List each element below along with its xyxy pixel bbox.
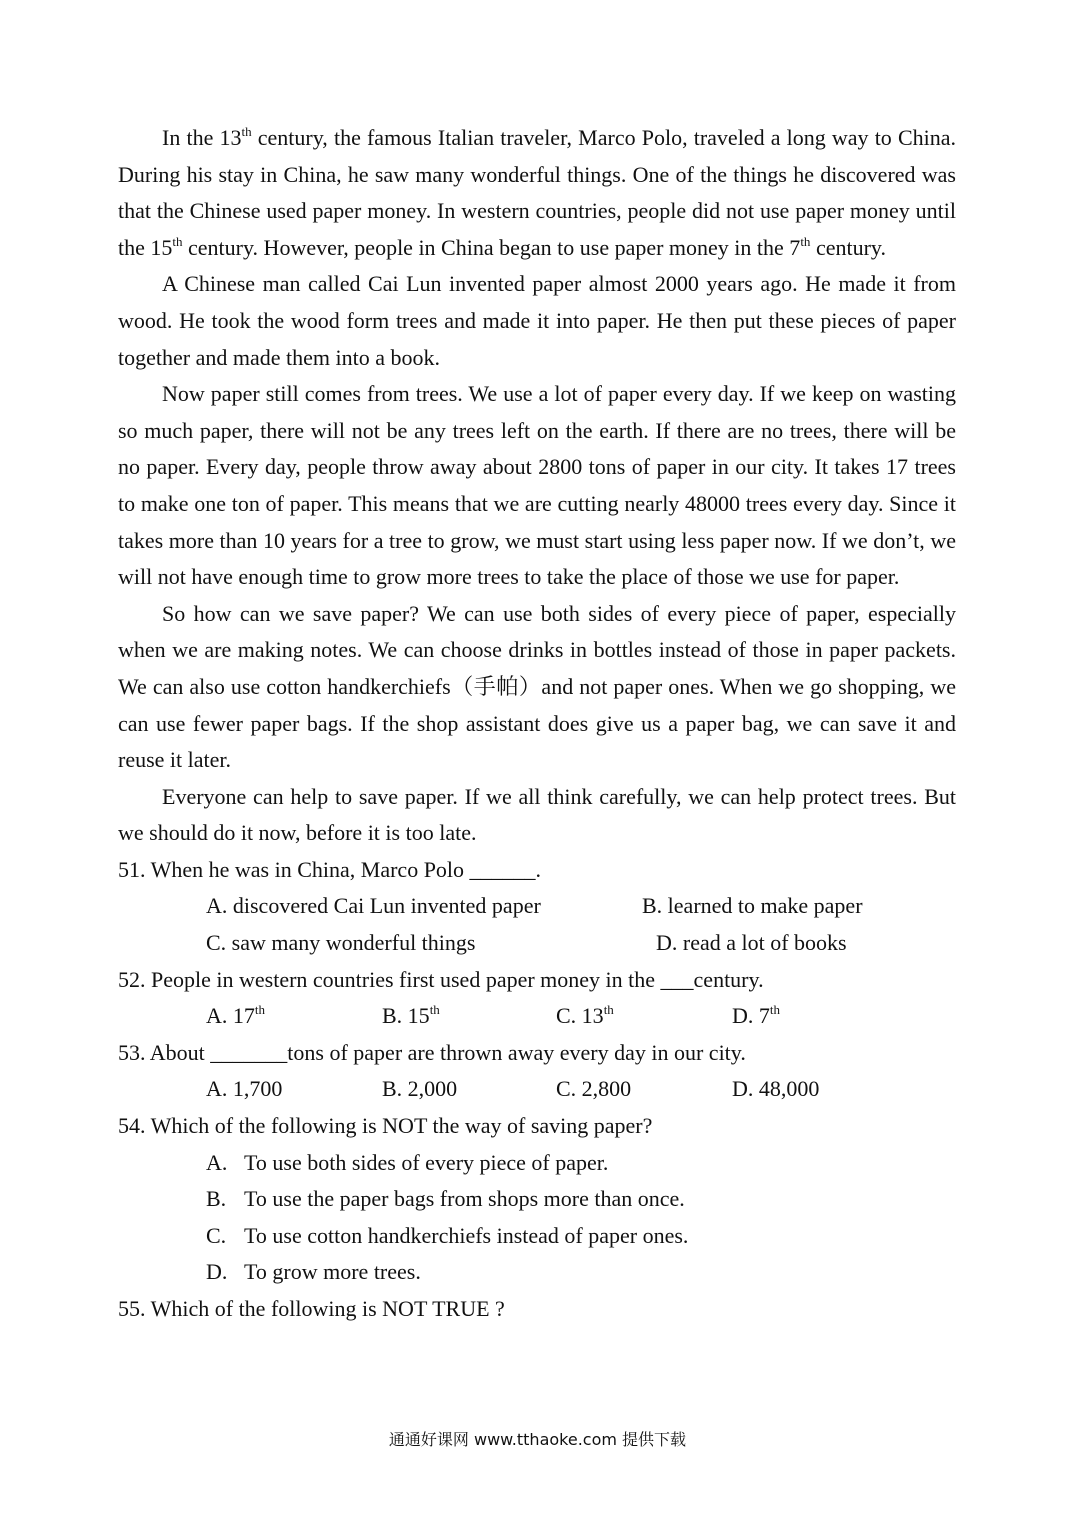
question-55-stem: 55. Which of the following is NOT TRUE ? xyxy=(118,1296,505,1321)
question-51-option-d: D. read a lot of books xyxy=(656,930,847,956)
question-51-stem: 51. When he was in China, Marco Polo ______. xyxy=(118,856,542,882)
question-53-stem: 53. About _______tons of paper are thrown away every day in our city. xyxy=(118,1039,746,1065)
question-54-stem: 54. Which of the following is NOT the way of saving paper? xyxy=(118,1113,653,1139)
question-52-option-a: A. 17th xyxy=(206,1002,266,1029)
question-52-stem: 52. People in western countries first used paper money in the ___century. xyxy=(118,966,764,992)
question-52-option-b: B. 15th xyxy=(382,1002,440,1029)
question-54-option-d: D. To grow more trees. xyxy=(206,1259,421,1285)
question-54-option-a: A. To use both sides of every piece of paper. xyxy=(206,1149,609,1175)
question-53-option-b: B. 2,000 xyxy=(382,1076,458,1102)
question-54-option-b: B. To use the paper bags from shops more than once. xyxy=(206,1186,685,1212)
question-51-options-row-1 xyxy=(118,888,956,925)
question-53-option-c: C. 2,800 xyxy=(556,1076,632,1102)
question-52-options-row xyxy=(118,998,956,1035)
passage-paragraph-5: Everyone can help to save paper. If we all think carefully, we can help protect trees. But we should do it now, before it is too late. xyxy=(118,783,956,846)
page-footer: 通通好课网 www.tthaoke.com 提供下载 xyxy=(388,1430,687,1449)
question-51-option-b: B. learned to make paper xyxy=(642,893,863,919)
question-52-option-d: D. 7th xyxy=(732,1002,781,1029)
passage-paragraph-4: So how can we save paper? We can use both sides of every piece of paper, especially when we are making notes. We can choose drinks in bottles instead of those in paper packets. We can also use cotton handkerchiefs（手帕）and not paper ones. When we go shopping, we can use fewer paper bags. If the shop assistant does give us a paper bag, we can save it and reuse it later. xyxy=(118,600,956,773)
passage-paragraph-1: In the 13th century, the famous Italian traveler, Marco Polo, traveled a long way to China. During his stay in China, he saw many wonderful things. One of the things he discovered was that the Chinese used paper money. In western countries, people did not use paper money until the 15th century. However, people in China began to use paper money in the 7th century. xyxy=(118,124,956,260)
passage-paragraph-2: A Chinese man called Cai Lun invented paper almost 2000 years ago. He made it from wood. He took the wood form trees and made it into paper. He then put these pieces of paper together and made them into a book. xyxy=(118,271,956,370)
question-51-options-row-2 xyxy=(118,925,956,962)
question-51-option-c: C. saw many wonderful things xyxy=(206,930,476,956)
exam-page xyxy=(118,120,956,1328)
question-52-option-c: C. 13th xyxy=(556,1002,614,1029)
passage-paragraph-3: Now paper still comes from trees. We use a lot of paper every day. If we keep on wasting so much paper, there will not be any trees left on the earth. If there are no trees, there will be no paper. Every day, people throw away about 2800 tons of paper in our city. It takes 17 trees to make one ton of paper. This means that we are cutting nearly 48000 trees every day. Since it takes more than 10 years for a tree to grow, we must start using less paper now. If we don’t, we will not have enough time to grow more trees to take the place of those we use for paper. xyxy=(118,381,956,590)
question-53-options-row xyxy=(118,1071,956,1108)
question-53-option-a: A. 1,700 xyxy=(206,1076,283,1102)
question-54-option-c: C. To use cotton handkerchiefs instead of paper ones. xyxy=(206,1222,689,1248)
question-51-option-a: A. discovered Cai Lun invented paper xyxy=(206,893,541,919)
question-53-option-d: D. 48,000 xyxy=(732,1076,820,1102)
